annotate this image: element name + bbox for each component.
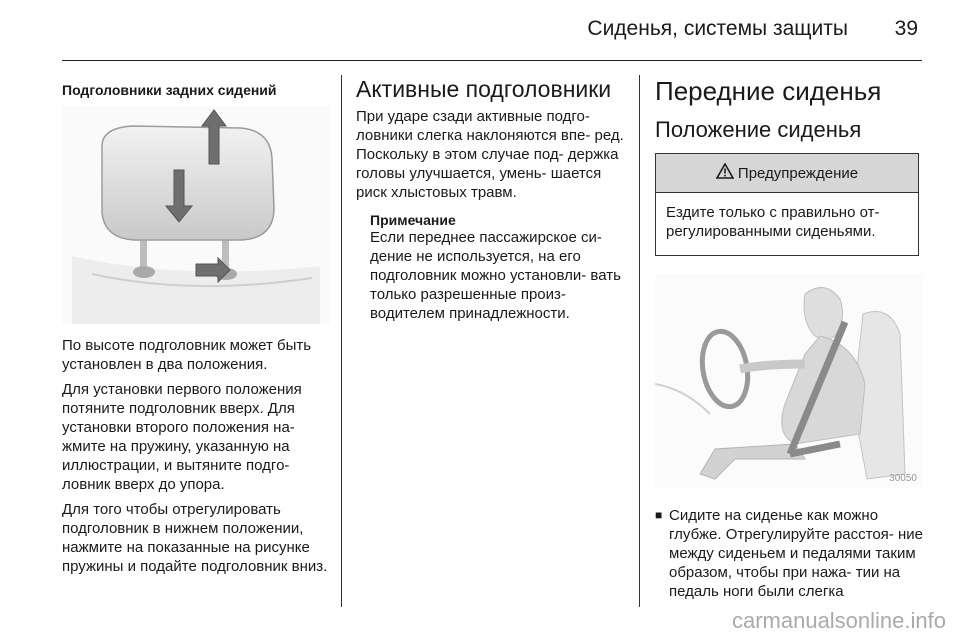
- header-title: Сиденья, системы защиты: [587, 17, 848, 40]
- image-code: 30050: [889, 473, 917, 484]
- paragraph-3: Для того чтобы отрегулировать подголовник в нижнем положении, нажмите на показанные на рисунке пружины и подайте подголовник вниз.: [62, 501, 328, 575]
- column-divider-1: [341, 75, 342, 607]
- headrest-illustration: [62, 106, 330, 324]
- section-heading-front-seats: Передние сиденья: [655, 76, 882, 106]
- subheading-seat-position: Положение сиденья: [655, 117, 862, 142]
- bullet-text: Сидите на сиденье как можно глубже. Отрегулируйте расстоя- ние между сиденьем и педалями таким образом, чтобы при нажа- тии на педаль ноги были слегка: [669, 507, 923, 600]
- active-headrests-text: При ударе сзади активные подго- ловники слегка наклоняются впе- ред. Поскольку в этом случае под- держка головы улучшается, умень- шается риск хлыстовых травм.: [356, 108, 624, 201]
- warning-title: Предупреждение: [737, 164, 859, 182]
- header-rule: [62, 60, 922, 61]
- warning-header: [656, 154, 918, 193]
- warning-text: Ездите только с правильно от- регулированными сиденьями.: [666, 204, 880, 240]
- bullet-item: [655, 506, 925, 601]
- watermark: carmanualsonline.info: [731, 608, 946, 633]
- bullet-square-icon: ■: [655, 508, 663, 522]
- section-heading-rear-headrests: Подголовники задних сидений: [62, 82, 277, 98]
- column-divider-2: [639, 75, 640, 607]
- paragraph-2: Для установки первого положения потяните подголовник вверх. Для установки второго положения на- жмите на пружину, указанную на иллюстрации, и вытяните подго- ловник вверх до упора.: [62, 381, 302, 493]
- note-title: Примечание: [370, 212, 456, 228]
- note-block: [370, 212, 628, 323]
- seated-driver-illustration: [655, 274, 923, 488]
- page-header: [0, 0, 960, 62]
- section-heading-active-headrests: Активные подголовники: [356, 76, 612, 102]
- column-active-headrests: [356, 70, 628, 329]
- paragraph-1: По высоте подголовник может быть установлен в два положения.: [62, 337, 312, 373]
- column-rear-headrests: [62, 70, 330, 582]
- warning-box: [655, 153, 919, 256]
- column-front-seats: [655, 70, 925, 601]
- note-text: Если переднее пассажирское си- дение не используется, на его подголовник можно установли- вать только разрешенные произ- водителем принадлежности.: [370, 229, 621, 322]
- warning-triangle-icon: [716, 163, 734, 183]
- page-number: 39: [894, 17, 918, 40]
